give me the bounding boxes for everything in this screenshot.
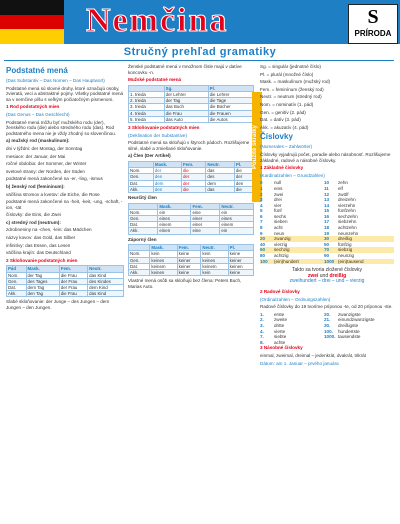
- table-cell: das Auto: [164, 116, 208, 122]
- column-nouns: [6, 64, 124, 520]
- table-header: Pl.: [234, 161, 253, 167]
- table-cell: einer: [191, 215, 220, 221]
- paragraph: Podstatné mená sú slovné druhy, ktoré označujú osoby, zvieratá, veci a abstraktné pojmy. Všetky podstatné mená sa v nemčine píšu s veľkým počiatočným písmenom.: [6, 85, 124, 102]
- table-row: [129, 228, 254, 234]
- subsection-subtitle: (Deklination der Substantive): [128, 132, 187, 138]
- number-word: dreißigste: [338, 322, 359, 328]
- table-cell: der: [234, 174, 253, 180]
- number-word: zwölf: [338, 191, 349, 197]
- number-word: sieben: [274, 219, 288, 225]
- number: 11: [324, 185, 329, 191]
- table-row: [129, 186, 254, 192]
- table-header: Sg.: [164, 85, 208, 91]
- side-tab-abbreviations: Použité skratky: [252, 92, 262, 202]
- page-title: Nemčina: [86, 2, 229, 39]
- table-cell: 5. trieda: [129, 116, 165, 122]
- number: 6: [260, 213, 263, 219]
- table-cell: ein: [158, 209, 191, 215]
- number-word: acht: [274, 225, 283, 231]
- table-cell: einer: [191, 222, 220, 228]
- table-cell: Akk.: [129, 186, 154, 192]
- table-header: Neutr.: [88, 266, 124, 272]
- table-header: Mask.: [158, 203, 191, 209]
- table-cell: kein: [150, 251, 177, 257]
- section-subtitle: (Numerales – Zahlwörter): [260, 144, 313, 150]
- number: 20: [260, 236, 266, 242]
- number: 7.: [260, 334, 264, 340]
- paragraph: Vlastné mená osôb sa skloňujú bez člena: Peters Buch, Marias Auto.: [128, 278, 242, 289]
- table-title: a) Člen (Der Artikel): [128, 153, 171, 159]
- table-cell: kein: [201, 270, 228, 276]
- number: 14: [324, 202, 330, 208]
- number-word: vier: [274, 202, 282, 208]
- subsection-title: 3 Skloňovanie podstatných mien: [128, 125, 200, 130]
- ordinals-list: [260, 312, 394, 346]
- abbrev-item: Mask. = maskulínum (mužský rod): [260, 79, 331, 85]
- list-item: väčšina krajín: das Deutschland: [6, 250, 71, 256]
- table-cell: keines: [150, 257, 177, 263]
- table-cell: die: [181, 186, 205, 192]
- number: 4: [260, 202, 263, 208]
- subsection-subtitle: (Das Genus – Das Geschlecht): [6, 111, 70, 117]
- column-articles: [128, 64, 254, 520]
- table-row: [7, 291, 124, 297]
- table-title: Neurčitý člen: [128, 194, 157, 200]
- table-cell: des: [206, 174, 235, 180]
- list-item: ročné obdobia: der Sommer, der Winter: [6, 161, 87, 167]
- table-cell: Dat.: [7, 285, 27, 291]
- declension-table: [6, 265, 124, 297]
- table-cell: der Frau: [59, 285, 87, 291]
- table-cell: Gen.: [129, 215, 158, 221]
- table-cell: eines: [220, 215, 254, 221]
- number-word: elf: [338, 185, 343, 191]
- number-word: neunzig: [338, 253, 355, 259]
- table-cell: Akk.: [129, 228, 158, 234]
- list-item: podstatné mená zakončené na -er, -ling, -ismus: [6, 176, 103, 182]
- number: 7: [260, 219, 263, 225]
- number-word: zwanzigste: [338, 311, 361, 317]
- number-row: [260, 259, 394, 265]
- table-cell: Akk.: [7, 291, 27, 297]
- number-word: zehn: [338, 180, 348, 186]
- number: 16: [324, 213, 330, 219]
- table-cell: die Bücher: [208, 104, 253, 110]
- abbrev-item: Neutr. = neutrum (stredný rod): [260, 94, 322, 100]
- table-header: Pl.: [228, 245, 253, 251]
- paragraph: Ženské podstatné mená v množnom čísle majú v datíve koncovku -n.: [128, 64, 242, 75]
- number: 30.: [324, 322, 331, 328]
- number: 1000: [324, 258, 335, 264]
- abbrev-item: Sg. = singulár (jednotné číslo): [260, 64, 321, 69]
- paragraph: Radové číslovky do 19 tvoríme príponou -te, od 20 príponou -ste.: [260, 304, 393, 310]
- subsection-title: 1 Základné číslovky: [260, 165, 304, 171]
- table-cell: Nom.: [129, 168, 154, 174]
- number-word: sechzig: [274, 247, 290, 253]
- table-cell: keine: [228, 270, 253, 276]
- table-cell: der: [181, 180, 205, 186]
- table-cell: ein: [220, 209, 254, 215]
- list-item: číslovky: die Eins, die Zwei: [6, 212, 61, 218]
- table-cell: dem: [206, 180, 235, 186]
- number: 18: [324, 225, 330, 231]
- number: 100.: [324, 328, 333, 334]
- table-cell: einen: [158, 228, 191, 234]
- abbrev-item: Nom. = nominatív (1. pád): [260, 101, 314, 107]
- number-word: dritte: [274, 322, 285, 328]
- number: 5: [260, 208, 263, 214]
- number: 8: [260, 225, 263, 231]
- table-cell: keine: [177, 251, 201, 257]
- list-title: a) mužský rod (maskulinum):: [6, 138, 70, 144]
- abbrev-item: Akk. = akuzatív (4. pád): [260, 124, 309, 130]
- number: 10: [324, 180, 330, 186]
- table-header: Fem.: [59, 266, 87, 272]
- number: 9: [260, 230, 263, 236]
- table-header: Mask.: [26, 266, 59, 272]
- table-cell: dem Kind: [88, 285, 124, 291]
- number-word: siebte: [274, 334, 287, 340]
- list-item: zdrobneniny na -chen, -lein: das Mädchen: [6, 227, 92, 233]
- table-cell: die Frauen: [208, 110, 253, 116]
- number-word: neunzehn: [338, 230, 359, 236]
- table-cell: einem: [158, 222, 191, 228]
- number: [324, 340, 338, 346]
- table-row: [129, 116, 254, 122]
- table-header: Neutr.: [201, 245, 228, 251]
- table-cell: keiner: [177, 257, 201, 263]
- table-header: Neutr.: [206, 161, 235, 167]
- abbrev-item: Gen. = genitív (2. pád): [260, 109, 306, 115]
- table-cell: den: [234, 180, 253, 186]
- number-word: hundertste: [338, 328, 360, 334]
- number-word: fünf: [274, 208, 282, 214]
- table-cell: der: [181, 174, 205, 180]
- numbers-list: [260, 180, 394, 264]
- table-cell: Nom.: [7, 272, 27, 278]
- abbrev-item: Pl. = plurál (množné číslo): [260, 71, 314, 77]
- number: 1000.: [324, 334, 336, 340]
- subsection-title: 1 Rod podstatných mien: [6, 104, 60, 110]
- logo-mark: S: [367, 6, 379, 28]
- list-item: infinitívy: das Essen, das Lesen: [6, 242, 71, 248]
- table-header: Fem.: [181, 161, 205, 167]
- table-cell: des Kindes: [88, 278, 124, 284]
- number: 30: [324, 236, 330, 242]
- number: 60: [260, 247, 266, 253]
- note: Slabé skloňovanie: der Junge – des Jungen – dem Jungen – den Jungen.: [6, 299, 110, 311]
- table-cell: die Autos: [208, 116, 253, 122]
- list-title: c) stredný rod (neutrum):: [6, 219, 61, 225]
- table-cell: Nom.: [129, 209, 158, 215]
- table-title: Záporný člen: [128, 236, 157, 242]
- number: 12: [324, 191, 330, 197]
- number-word: (ein)hundert: [274, 258, 299, 264]
- table-cell: dem: [153, 180, 181, 186]
- number: 80: [260, 253, 266, 259]
- list-item: mesiace: der Januar, der Mai: [6, 153, 66, 159]
- table-cell: die Frau: [59, 291, 87, 297]
- diagram-left: zwei: [307, 272, 319, 279]
- number-word: zweite: [274, 317, 288, 323]
- compound-number-diagram: [260, 268, 394, 285]
- table-header: Fem.: [177, 245, 201, 251]
- number: 19: [324, 230, 330, 236]
- number-word: vierte: [274, 328, 286, 334]
- number-word: siebzehn: [338, 219, 357, 225]
- table-cell: das Buch: [164, 104, 208, 110]
- definite-article-table: [128, 161, 254, 193]
- abbrev-item: Fem. = feminínum (ženský rod): [260, 86, 324, 92]
- number-word: fünfzig: [338, 241, 352, 247]
- table-cell: der Tag: [164, 98, 208, 104]
- column-numerals: [260, 64, 394, 520]
- table-cell: dem Tag: [26, 285, 59, 291]
- table-cell: die Frau: [164, 110, 208, 116]
- table-cell: die Lehrer: [208, 91, 253, 97]
- number: 1: [260, 185, 263, 191]
- table-cell: die: [234, 186, 253, 192]
- number: 70: [324, 247, 330, 253]
- number: 50: [324, 241, 330, 247]
- number: 8.: [260, 339, 264, 345]
- footer-note: Dátum: am 1. Januar – prvého januára: [260, 360, 339, 366]
- table-cell: keiner: [177, 263, 201, 269]
- number-word: siebzig: [338, 247, 353, 253]
- subsection-subtitle: (Ordinalzahlen – Ordnungszahlen): [260, 296, 331, 302]
- section-subtitle: (Das Substantiv – Das Nomen – Das Hauptwort): [6, 78, 105, 83]
- table-header: Mask.: [150, 245, 177, 251]
- subsection-title: 2 Radové číslovky: [260, 289, 300, 294]
- paragraph: Podstatné mená sa skloňujú v štyroch pádoch. Rozlišujeme silné, slabé a zmiešané skloňovanie.: [128, 140, 250, 151]
- table-cell: kein: [201, 251, 228, 257]
- table-cell: eines: [158, 215, 191, 221]
- table-cell: Dat.: [129, 263, 150, 269]
- divider: [4, 60, 394, 61]
- table-cell: den: [153, 186, 181, 192]
- number-word: drei: [274, 197, 282, 203]
- section-title-nouns: Podstatné mená: [6, 66, 68, 75]
- list-item: väčšina stromov a kvetov: die Eiche, die Rose: [6, 191, 100, 197]
- section-title-numerals: Číslovky: [260, 132, 293, 142]
- table-header: Neutr.: [220, 203, 254, 209]
- number-word: zwanzig: [274, 236, 291, 242]
- table-cell: das: [206, 168, 235, 174]
- table-cell: die Tage: [208, 98, 253, 104]
- number: 100: [260, 258, 268, 264]
- number-word: null: [274, 180, 282, 186]
- table-header: Pád: [7, 266, 27, 272]
- table-row: [129, 270, 254, 276]
- table-cell: der Tag: [26, 272, 59, 278]
- number-word: dreißig: [338, 236, 353, 242]
- table-cell: Gen.: [129, 174, 154, 180]
- number-word: neun: [274, 230, 285, 236]
- number-word: vierzig: [274, 241, 288, 247]
- number: 2.: [260, 317, 264, 323]
- table-cell: der Lehrer: [164, 91, 208, 97]
- number: 40: [260, 241, 266, 247]
- table-cell: keinen: [228, 263, 253, 269]
- table-header: Pl.: [208, 85, 253, 91]
- number: 2: [260, 191, 263, 197]
- number: 17: [324, 219, 330, 225]
- number: 13: [324, 197, 330, 203]
- table-title: Mužské podstatné mená: [128, 77, 182, 83]
- table-cell: keiner: [228, 257, 253, 263]
- table-cell: das Kind: [88, 272, 124, 278]
- diagram-example: zweihundert – drei – und – vierzig: [289, 278, 365, 285]
- german-flag: [0, 0, 64, 44]
- paragraph: einmal, zweimal, dreimal – jedenkrát, dvakrát, trikrát: [260, 352, 366, 358]
- number-word: sechs: [274, 213, 287, 219]
- number-word: sechzehn: [338, 213, 358, 219]
- number-word: dreizehn: [338, 197, 356, 203]
- table-cell: keines: [201, 257, 228, 263]
- number-word: achtzig: [274, 253, 289, 259]
- number-word: achtzehn: [338, 225, 357, 231]
- number: 15: [324, 208, 330, 214]
- number: 3.: [260, 322, 264, 328]
- table-cell: keinem: [150, 263, 177, 269]
- diagram-mid: und: [319, 272, 329, 279]
- table-cell: keinen: [150, 270, 177, 276]
- subtitle: Stručný prehľad gramatiky: [123, 46, 277, 58]
- number: 21.: [324, 317, 331, 323]
- logo-text: PRÍRODA: [354, 29, 392, 38]
- table-cell: keine: [177, 270, 201, 276]
- number-word: eins: [274, 185, 283, 191]
- list-item: dni v týždni: der Montag, der Sonntag: [6, 145, 83, 151]
- paragraph: Podstatné mená môžu byť mužského rodu (der), ženského rodu (die) alebo stredného rodu (das). Rod podstatného mena nie je vždy zhodný so slovenčinou.: [6, 119, 117, 136]
- table-cell: keine: [228, 251, 253, 257]
- table-cell: des: [153, 174, 181, 180]
- header-band: [0, 0, 400, 44]
- indefinite-article-table: [128, 203, 254, 235]
- table-cell: Dat.: [129, 222, 158, 228]
- number: 1.: [260, 311, 264, 317]
- list-item: svetové strany: der Norden, der Süden: [6, 168, 85, 174]
- number: 20.: [324, 311, 331, 317]
- subsection-subtitle: (Kardinalzahlen – Grundzahlen): [260, 172, 325, 178]
- table-cell: der Frau: [59, 278, 87, 284]
- table-cell: der: [153, 168, 181, 174]
- table-cell: einem: [220, 222, 254, 228]
- subsection-title: 3 Násobné číslovky: [260, 345, 303, 351]
- number-word: zwei: [274, 191, 284, 197]
- publisher-logo: [348, 4, 398, 44]
- table-cell: Akk.: [129, 270, 150, 276]
- number-word: tausendste: [338, 334, 361, 340]
- table-cell: 3. trieda: [129, 104, 165, 110]
- number-word: erste: [274, 311, 285, 317]
- table-header: Mask.: [153, 161, 181, 167]
- list-item: podstatné mená zakončené na -heit, -keit, -ung, -schaft, -ion, -tät: [6, 199, 123, 210]
- abbrev-item: Dat. = datív (3. pád): [260, 117, 301, 123]
- number-word: achte: [274, 339, 286, 345]
- table-cell: Nom.: [129, 251, 150, 257]
- table-cell: Dat.: [129, 180, 154, 186]
- subsection-title: 2 Skloňovanie podstatných mien: [6, 257, 78, 263]
- table-cell: das: [206, 186, 235, 192]
- table-cell: das Kind: [88, 291, 124, 297]
- negative-article-table: [128, 244, 254, 276]
- number: 0: [260, 180, 263, 186]
- table-header: Fem.: [191, 203, 220, 209]
- number-word: einundzwanzigste: [338, 317, 375, 323]
- table-cell: die: [181, 168, 205, 174]
- table-cell: eine: [191, 209, 220, 215]
- table-cell: 4. trieda: [129, 110, 165, 116]
- number: 4.: [260, 328, 264, 334]
- table-cell: Gen.: [7, 278, 27, 284]
- plural-table: [128, 85, 254, 123]
- table-cell: die: [234, 168, 253, 174]
- number: 90: [324, 253, 330, 259]
- paragraph: Číslovky vyjadrujú počet, poradie alebo násobnosť. Rozlišujeme základné, radové a násobné číslovky.: [260, 151, 391, 163]
- table-cell: 1. trieda: [129, 91, 165, 97]
- table-cell: des Tages: [26, 278, 59, 284]
- diagram-title: Takto sa tvoria zložené číslovky: [291, 267, 363, 274]
- table-cell: eine: [191, 228, 220, 234]
- diagram-right: dreißig: [329, 272, 347, 279]
- table-cell: die Frau: [59, 272, 87, 278]
- table-cell: 2. trieda: [129, 98, 165, 104]
- table-cell: keinem: [201, 263, 228, 269]
- number-word: vierzehn: [338, 202, 356, 208]
- number-word: fünfzehn: [338, 208, 356, 214]
- table-cell: Gen.: [129, 257, 150, 263]
- list-title: b) ženský rod (femininum):: [6, 183, 65, 189]
- table-cell: ein: [220, 228, 254, 234]
- number-word: (ein)tausend: [338, 258, 364, 264]
- number: 3: [260, 197, 263, 203]
- table-cell: den Tag: [26, 291, 59, 297]
- list-item: názvy kovov: das Gold, das Silber: [6, 235, 76, 241]
